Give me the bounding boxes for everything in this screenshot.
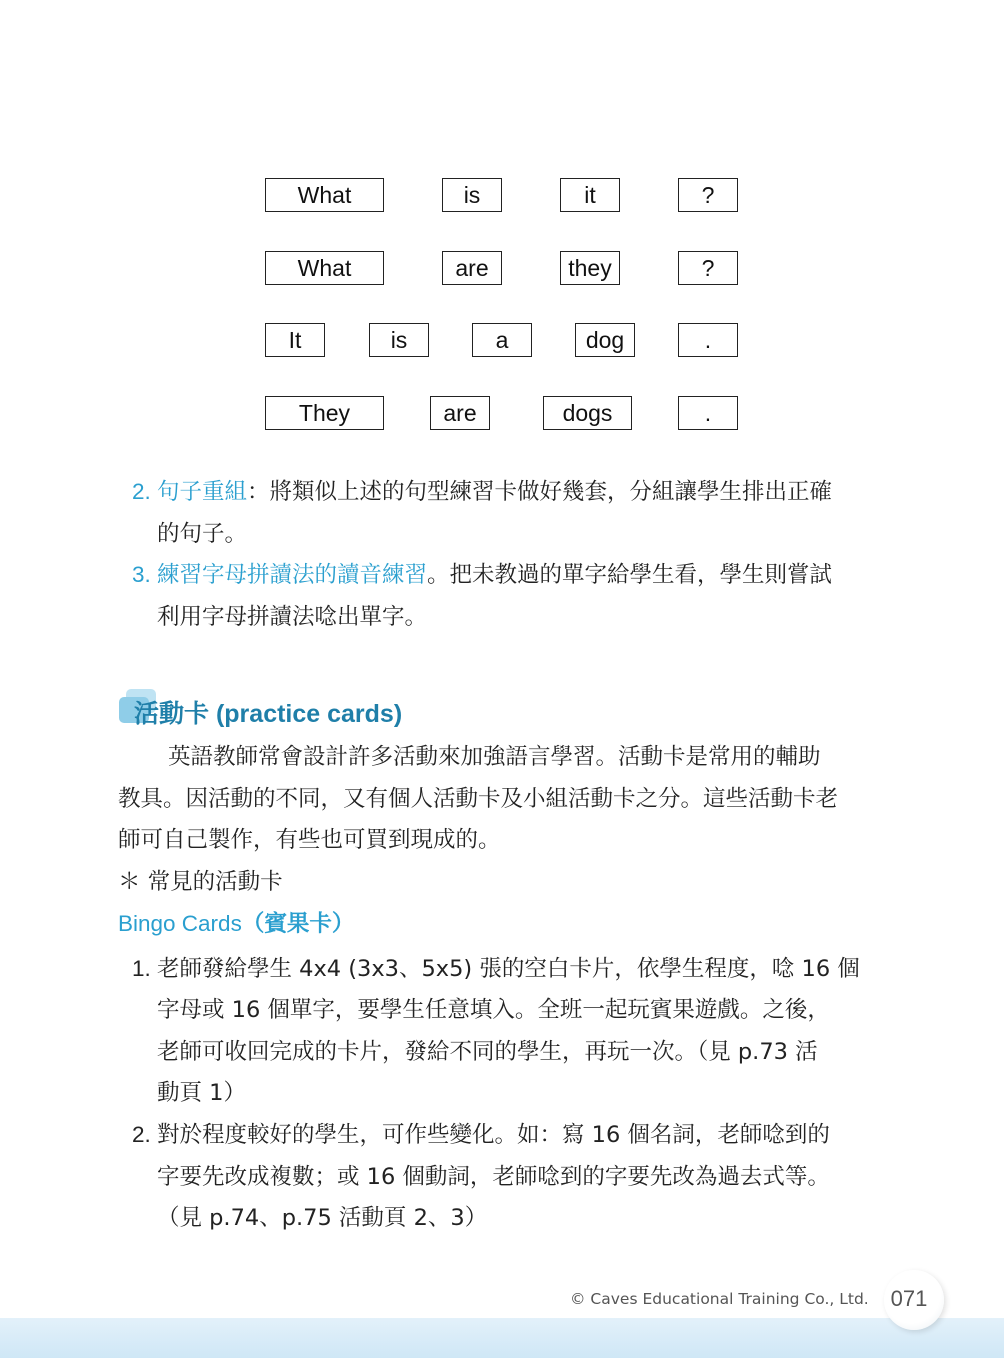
- word-card: ?: [678, 251, 738, 285]
- list-item-text: ：將類似上述的句型練習卡做好幾套，分組讓學生排出正確: [247, 479, 833, 505]
- word-card: are: [430, 396, 490, 430]
- list-item-title: 練習字母拼讀法的讀音練習: [157, 562, 428, 588]
- word-card: It: [265, 323, 325, 357]
- word-card: .: [678, 396, 738, 430]
- word-card: They: [265, 396, 384, 430]
- word-card: ?: [678, 178, 738, 212]
- list-item-text: 的句子。: [157, 521, 248, 547]
- word-card: .: [678, 323, 738, 357]
- footer-band: [0, 1318, 1004, 1358]
- list-number: 1.: [132, 956, 151, 981]
- list-item-text: 利用字母拼讀法唸出單字。: [157, 604, 428, 630]
- copyright-text: © Caves Educational Training Co., Ltd.: [570, 1290, 869, 1308]
- word-card: What: [265, 251, 384, 285]
- list-number: 3.: [132, 562, 151, 587]
- section-heading: 活動卡 (practice cards): [134, 699, 403, 728]
- word-card: it: [560, 178, 620, 212]
- word-card: dog: [575, 323, 635, 357]
- word-card: are: [442, 251, 502, 285]
- list-item-title: 句子重組: [157, 479, 248, 505]
- page-number: 071: [890, 1286, 928, 1311]
- word-card: is: [369, 323, 429, 357]
- word-card: What: [265, 178, 384, 212]
- word-card: is: [442, 178, 502, 212]
- list-item-text: 。把未教過的單字給學生看，學生則嘗試: [427, 562, 833, 588]
- list-number: 2.: [132, 1122, 151, 1147]
- word-card: they: [560, 251, 620, 285]
- list-number: 2.: [132, 479, 151, 504]
- word-card: dogs: [543, 396, 632, 430]
- word-card: a: [472, 323, 532, 357]
